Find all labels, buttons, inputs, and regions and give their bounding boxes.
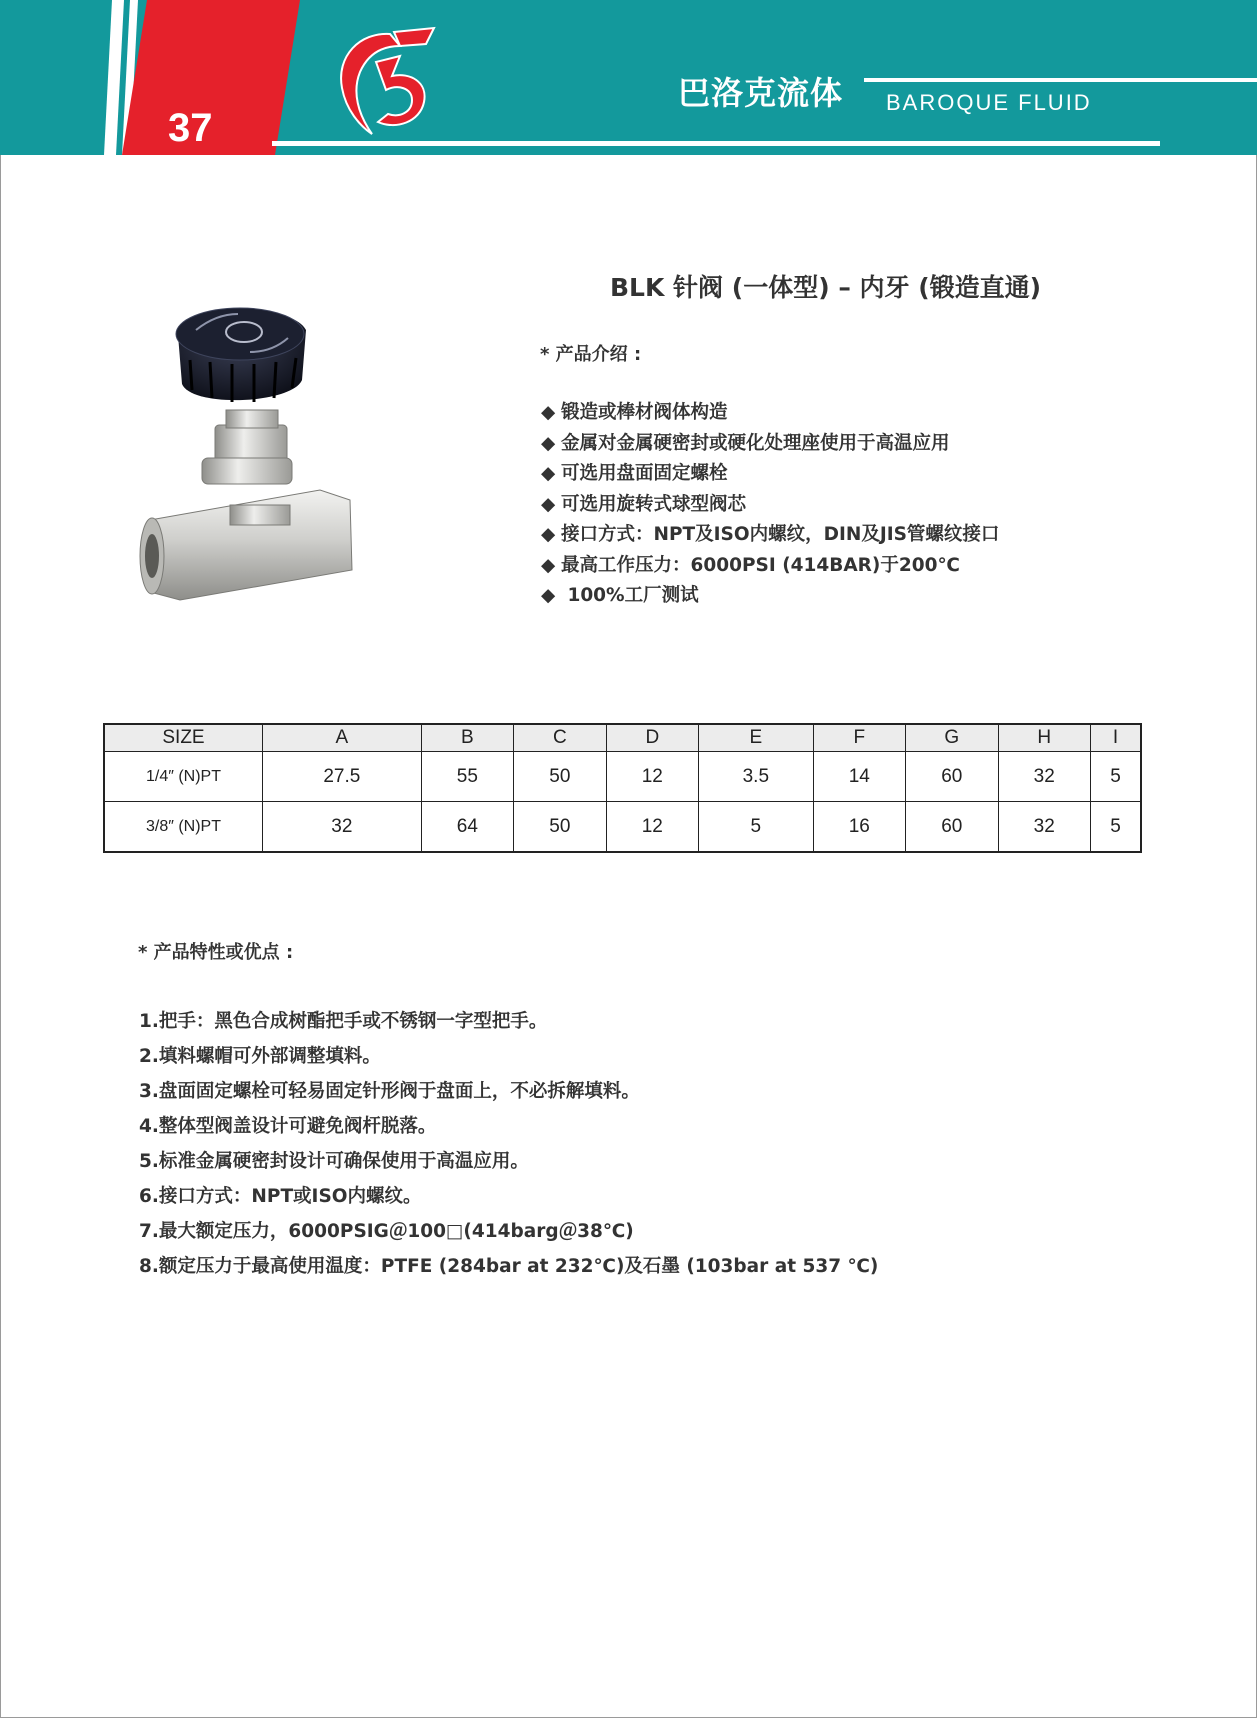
advantage-item: 1.把手：黑色合成树酯把手或不锈钢一字型把手。 (139, 1011, 548, 1032)
size-cell: 3/8″ (N)PT (104, 802, 263, 853)
column-header: H (998, 724, 1090, 752)
advantage-item: 3.盘面固定螺栓可轻易固定针形阀于盘面上，不必拆解填料。 (139, 1081, 640, 1102)
table-cell: 12 (606, 752, 698, 802)
advantage-item: 2.填料螺帽可外部调整填料。 (139, 1046, 381, 1067)
feature-item: ◆ 可选用旋转式球型阀芯 (541, 490, 999, 521)
feature-item: ◆ 金属对金属硬密封或硬化处理座使用于高温应用 (541, 429, 999, 460)
feature-item: ◆ 接口方式：NPT及ISO内螺纹，DIN及JIS管螺纹接口 (541, 520, 999, 551)
table-cell: 32 (998, 752, 1090, 802)
advantages-list (139, 1004, 878, 1284)
header-rule-top (864, 78, 1257, 82)
column-header: I (1090, 724, 1141, 752)
column-header: B (421, 724, 513, 752)
table-header-row (104, 724, 1141, 752)
diamond-bullet-icon: ◆ (541, 432, 556, 454)
diamond-bullet-icon: ◆ (541, 463, 556, 484)
table-cell: 50 (514, 802, 606, 853)
table-cell: 60 (906, 802, 998, 853)
dimension-table (103, 723, 1142, 853)
column-header: D (606, 724, 698, 752)
feature-item: ◆ 100%工厂测试 (541, 581, 999, 612)
size-cell: 1/4″ (N)PT (104, 752, 263, 802)
table-cell: 5 (1090, 802, 1141, 853)
header-banner (0, 0, 1257, 155)
table-cell: 64 (421, 802, 513, 853)
table-cell: 3.5 (699, 752, 814, 802)
diamond-bullet-icon: ◆ (541, 493, 556, 515)
table-cell: 14 (813, 752, 905, 802)
feature-item: ◆ 最高工作压力：6000PSI (414BAR)于200℃ (541, 551, 999, 582)
brand-name-en: BAROQUE FLUID (886, 90, 1092, 115)
product-title: BLK 针阀 (一体型) – 内牙 (锻造直通) (610, 273, 1042, 302)
table-cell: 5 (1090, 752, 1141, 802)
page-tab (0, 0, 300, 155)
column-header: F (813, 724, 905, 752)
diamond-bullet-icon: ◆ (541, 585, 556, 606)
table-row (104, 802, 1141, 853)
diamond-bullet-icon: ◆ (541, 524, 556, 545)
table-cell: 16 (813, 802, 905, 853)
column-header: G (906, 724, 998, 752)
advantage-item: 7.最大额定压力，6000PSIG＠100□(414barg＠38℃) (139, 1221, 634, 1242)
table-cell: 32 (998, 802, 1090, 853)
advantage-item: 4.整体型阀盖设计可避免阀杆脱落。 (139, 1116, 437, 1137)
column-header: E (699, 724, 814, 752)
diamond-bullet-icon: ◆ (541, 402, 556, 423)
table-row (104, 752, 1141, 802)
advantages-heading: * 产品特性或优点 : (138, 942, 294, 963)
column-header: A (263, 724, 422, 752)
intro-heading: * 产品介绍 : (540, 344, 642, 365)
advantage-item: 5.标准金属硬密封设计可确保使用于高温应用。 (139, 1151, 529, 1172)
diamond-bullet-icon: ◆ (541, 554, 556, 576)
feature-list (541, 398, 999, 612)
table-cell: 32 (263, 802, 422, 853)
advantage-item: 8.额定压力于最高使用温度：PTFE (284bar at 232℃)及石墨 (103bar at 537 ℃) (139, 1256, 879, 1277)
table-cell: 50 (514, 752, 606, 802)
column-header: SIZE (104, 724, 263, 752)
header-rule-bottom (272, 141, 1160, 146)
needle-valve-image (120, 300, 420, 640)
column-header: C (514, 724, 606, 752)
feature-item: ◆ 可选用盘面固定螺栓 (541, 459, 999, 490)
page-number: 37 (168, 106, 213, 150)
table-cell: 27.5 (263, 752, 422, 802)
table-cell: 55 (421, 752, 513, 802)
table-cell: 60 (906, 752, 998, 802)
table-cell: 12 (606, 802, 698, 853)
brand-logo-icon (330, 26, 440, 136)
table-cell: 5 (699, 802, 814, 853)
advantage-item: 6.接口方式：NPT或ISO内螺纹。 (139, 1186, 422, 1207)
feature-item: ◆ 锻造或棒材阀体构造 (541, 398, 999, 429)
brand-name-cn: 巴洛克流体 (678, 74, 844, 112)
